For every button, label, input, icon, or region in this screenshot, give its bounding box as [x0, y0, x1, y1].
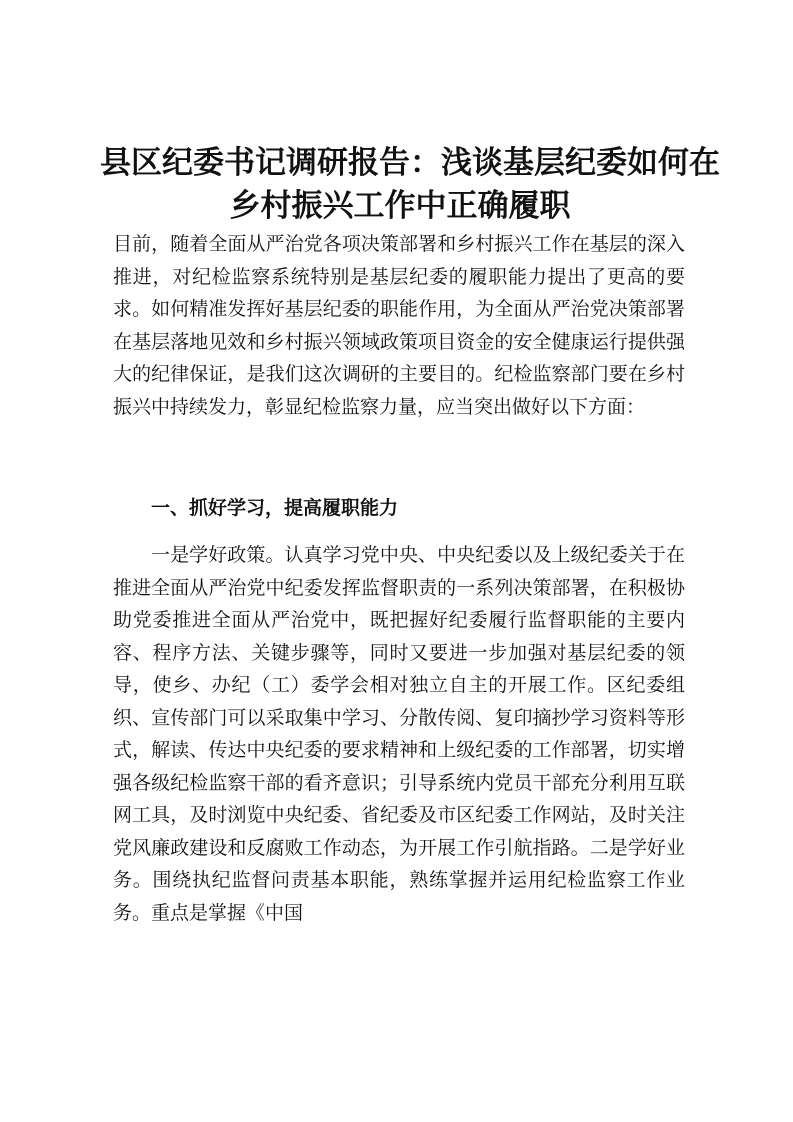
document-title-line-1: 县区纪委书记调研报告：浅谈基层纪委如何在 — [100, 145, 720, 181]
section-heading-1: 一、抓好学习，提高履职能力 — [151, 497, 399, 519]
section-1-paragraph: 一是学好政策。认真学习党中央、中央纪委以及上级纪委关于在推进全面从严治党中纪委发挥监督职责的一系列决策部署，在积极协助党委推进全面从严治党中，既把握好纪委履行监督职能的主要内容、程序方法、关键步骤等，同时又要进一步加强对基层纪委的领导，使乡、办纪（工）委学会相对独立自主的开展工作。区纪委组织、宣传部门可以采取集中学习、分散传阅、复印摘抄学习资料等形式，解读、传达中央纪委的要求精神和上级纪委的工作部署，切实增强各级纪检监察干部的看齐意识；引导系统内党员干部充分利用互联网工具，及时浏览中央纪委、省纪委及市区纪委工作网站，及时关注党风廉政建设和反腐败工作动态，为开展工作引航指路。二是学好业务。围绕执纪监督问责基本职能，熟练掌握并运用纪检监察工作业务。重点是掌握《中国 — [113, 544, 685, 924]
intro-paragraph: 目前，随着全面从严治党各项决策部署和乡村振兴工作在基层的深入推进，对纪检监察系统特别是基层纪委的履职能力提出了更高的要求。如何精准发挥好基层纪委的职能作用，为全面从严治党决策部署在基层落地见效和乡村振兴领域政策项目资金的安全健康运行提供强大的纪律保证，是我们这次调研的主要目的。纪检监察部门要在乡村振兴中持续发力，彰显纪检监察力量，应当突出做好以下方面： — [113, 233, 685, 418]
document-title-line-2: 乡村振兴工作中正确履职 — [229, 188, 571, 224]
